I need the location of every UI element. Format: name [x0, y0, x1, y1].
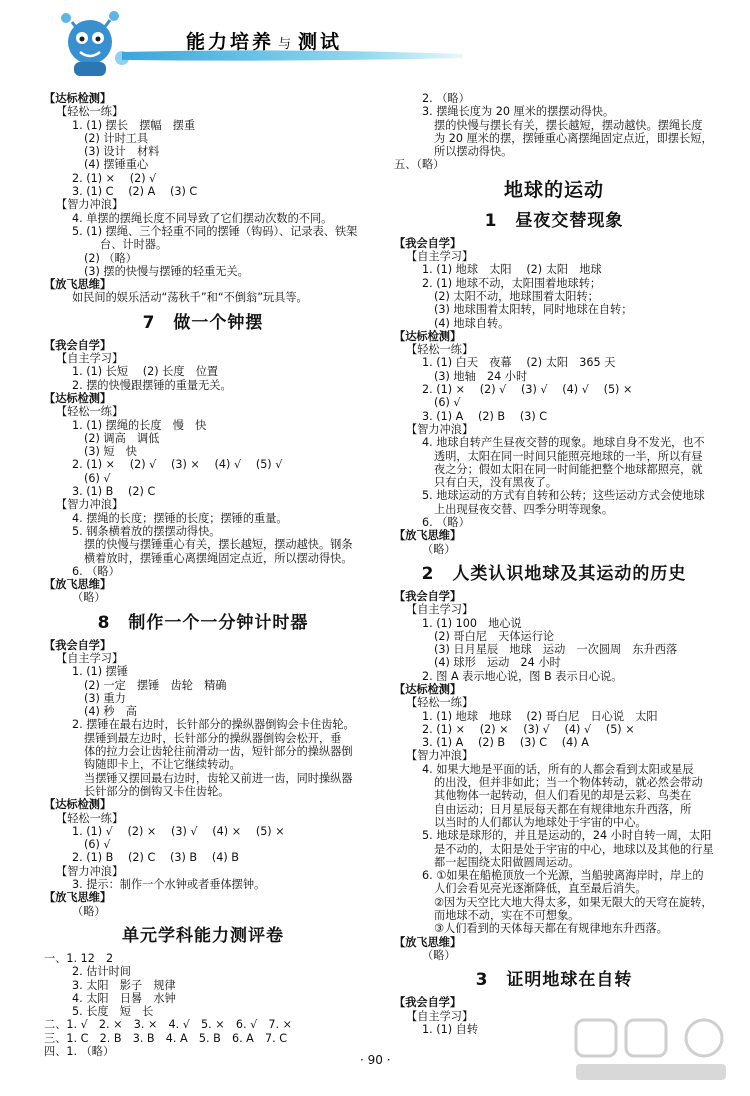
page-number: · 90 ·: [360, 1053, 391, 1067]
answer-line: (2) 计时工具: [84, 131, 149, 145]
watermark-logo: [566, 1008, 736, 1088]
answer-line: 3. 摆绳长度为 20 厘米的摆摆动得快。: [422, 105, 615, 119]
section-heading: [44, 610, 362, 636]
answer-line: 体的拉力会让齿轮往前滑动一齿，短针部分的操纵器倒: [84, 745, 353, 759]
answer-line: 为 20 厘米的摆，摆锤重心离摆绳固定点近，即摆长短，: [434, 131, 713, 145]
header-title: 能力培养 与 测试: [186, 31, 343, 53]
answer-line: 【自主学习】: [406, 603, 474, 617]
section-label: 【放飞思维】: [394, 935, 462, 949]
answer-line: 钩随即卡上，不让它继续转动。: [84, 758, 241, 772]
answer-line: 3. 提示：制作一个水钟或者垂体摆钟。: [72, 878, 266, 892]
answer-line: (4) 摆锤重心: [84, 158, 149, 172]
answer-line: 【自主学习】: [406, 250, 474, 264]
answer-line: 【智力冲浪】: [56, 498, 124, 512]
answer-line: 【智力冲浪】: [56, 864, 124, 878]
answer-line: 2. (1) × (2) √ (3) √ (4) √ (5) ×: [422, 383, 633, 397]
answer-line: ③人们看到的天体每天都在有规律地东升西落。: [434, 922, 668, 936]
section-number: 7: [142, 312, 156, 333]
section-label: 【放飞思维】: [44, 578, 112, 592]
answer-line: (6) √: [84, 838, 111, 852]
answer-line: 五、（略）: [394, 158, 445, 172]
section-number: 8: [97, 612, 111, 633]
answer-line: 【轻松一练】: [56, 105, 124, 119]
answer-line: 1. (1) 白天 夜幕 (2) 太阳 365 天: [422, 356, 616, 370]
answer-line: 只有白天，没有黑夜了。: [434, 476, 558, 490]
section-number: 2: [421, 563, 435, 584]
answer-line: 摆的快慢与摆长有关，摆长越短，摆动越快。摆绳长度: [434, 118, 703, 132]
answer-line: 4. 摆绳的长度；摆锤的长度；摆锤的重量。: [72, 511, 288, 525]
answer-line: 【轻松一练】: [406, 343, 474, 357]
section-label: 【我会自学】: [394, 996, 462, 1010]
answer-line: （略）: [72, 591, 106, 605]
answer-line: 3. (1) A (2) B (3) C (4) A: [422, 736, 589, 750]
answer-line: 6. （略）: [72, 564, 120, 578]
answer-line: (6) √: [84, 471, 111, 485]
section-heading: [394, 967, 714, 993]
section-label: 【我会自学】: [394, 589, 462, 603]
section-label: 【达标检测】: [44, 92, 112, 105]
answer-line: 3. (1) C (2) A (3) C: [72, 185, 198, 199]
answer-line: 2. (1) B (2) C (3) B (4) B: [72, 851, 239, 865]
section-label: 【放飞思维】: [44, 278, 112, 292]
answer-line: （略）: [422, 542, 456, 556]
answer-line: 2. （略）: [422, 92, 470, 105]
answer-line: 2. (1) 地球不动，太阳围着地球转；: [422, 276, 602, 290]
answer-line: (3) 摆的快慢与摆锤的轻重无关。: [84, 264, 249, 278]
answer-line: (4) 秒 高: [84, 705, 137, 719]
section-title: 制作一个一分钟计时器: [128, 612, 309, 633]
answer-line: 【自主学习】: [56, 352, 124, 366]
answer-line: 【智力冲浪】: [406, 422, 474, 436]
answer-line: 所以摆动得快。: [434, 145, 513, 159]
answer-line: (2) 一定 摆锤 齿轮 精确: [84, 678, 227, 692]
section-number: 3: [475, 970, 489, 991]
answer-line: (2) 哥白尼 天体运行论: [434, 629, 555, 643]
answer-line: (3) 日月星辰 地球 运动 一次圆周 东升西落: [434, 643, 678, 657]
answer-line: 【轻松一练】: [406, 696, 474, 710]
answer-line: 5. 地球是球形的，并且是运动的，24 小时自转一周，太阳: [422, 829, 712, 843]
mascot-icon: [52, 8, 142, 80]
answer-line: 人们会看见亮光逐渐降低，直至最后消失。: [434, 882, 647, 896]
answer-line: 1. (1) 长短 (2) 长度 位置: [72, 365, 219, 379]
answer-line: 2. 图 A 表示地心说，图 B 表示日心说。: [422, 669, 623, 683]
answer-line: (3) 地轴 24 小时: [434, 369, 528, 383]
answer-line: 1. (1) 自转: [422, 1022, 479, 1036]
answer-line: 摆的快慢与摆锤重心有关，摆长越短，摆动越快。钢条: [84, 538, 353, 552]
answer-line: 【智力冲浪】: [406, 749, 474, 763]
answer-line: 1. (1) 摆长 摆幅 摆重: [72, 118, 196, 132]
answer-line: 2. 估计时间: [72, 965, 131, 979]
right-column: [394, 92, 714, 1036]
section-title: 人类认识地球及其运动的历史: [452, 563, 687, 584]
answer-line: 夜之分；假如太阳在同一时间能把整个地球都照亮，就: [434, 462, 703, 476]
answer-line: 2. (1) × (2) √ (3) × (4) √ (5) √: [72, 458, 283, 472]
answer-line: 1. (1) 摆绳的长度 慢 快: [72, 418, 207, 432]
answer-line: （略）: [422, 948, 456, 962]
section-label: 【放飞思维】: [44, 891, 112, 905]
answer-line: 4. 太阳 日晷 水钟: [72, 991, 176, 1005]
section-title: 做一个钟摆: [173, 312, 264, 333]
answer-line: 6. ①如果在船桅顶放一个光源，当船驶离海岸时，岸上的: [422, 869, 704, 883]
answer-line: 3. (1) A (2) B (3) C: [422, 409, 548, 423]
answer-line: 是不动的，太阳是处于宇宙的中心，地球以及其他的行星: [434, 842, 714, 856]
answer-line: 5. (1) 摆绳、三个轻重不同的摆锤（钩码）、记录表、铁架: [72, 224, 358, 238]
section-label: 【达标检测】: [44, 798, 112, 812]
answer-line: 当摆锤又摆回最右边时，齿轮又前进一齿，同时操纵器: [84, 771, 353, 785]
answer-line: 【自主学习】: [56, 651, 124, 665]
answer-line: (2) （略）: [84, 251, 137, 265]
section-label: 【我会自学】: [394, 236, 462, 250]
section-label: 【我会自学】: [44, 638, 112, 652]
section-heading: [394, 177, 714, 203]
answer-line: (3) 重力: [84, 691, 126, 705]
section-label: 【达标检测】: [394, 682, 462, 696]
answer-line: 2. 摆锤在最右边时，长针部分的操纵器倒钩会卡住齿轮。: [72, 718, 355, 732]
answer-line: 1. (1) 地球 太阳 (2) 太阳 地球: [422, 263, 602, 277]
answer-line: 一、1. 12 2: [44, 951, 114, 965]
answer-line: 【轻松一练】: [56, 405, 124, 419]
answer-line: (2) 调高 调低: [84, 431, 160, 445]
section-title: 昼夜交替现象: [515, 210, 624, 231]
section-title: 单元学科能力测评卷: [122, 925, 284, 946]
section-label: 【达标检测】: [44, 391, 112, 405]
section-label: 【我会自学】: [44, 338, 112, 352]
answer-line: 【自主学习】: [406, 1009, 474, 1023]
section-label: 【放飞思维】: [394, 529, 462, 543]
answer-line: (2) 太阳不动，地球围着太阳转；: [434, 289, 599, 303]
answer-line: 的出没，但并非如此；当一个物体转动，就必然会带动: [434, 776, 703, 790]
answer-line: 自由运动；日月星辰每天都在有规律地东升西落，所: [434, 802, 692, 816]
answer-line: （略）: [72, 904, 106, 918]
section-title: 证明地球在自转: [506, 970, 633, 991]
answer-line: 【智力冲浪】: [56, 198, 124, 212]
answer-line: 2. (1) × (2) √: [72, 171, 157, 185]
answer-line: 以当时的人们都认为地球处于宇宙的中心。: [434, 815, 647, 829]
answer-line: 4. 地球自转产生昼夜交替的现象。地球自身不发光，也不: [422, 436, 705, 450]
answer-line: 都一起围绕太阳做圆周运动。: [434, 855, 580, 869]
page-header: [0, 0, 750, 92]
answer-line: 1. (1) √ (2) × (3) √ (4) × (5) ×: [72, 824, 285, 838]
section-title: 地球的运动: [503, 178, 604, 201]
answer-line: 5. 长度 短 长: [72, 1005, 154, 1019]
answer-line: (3) 地球围着太阳转，同时地球在自转；: [434, 303, 633, 317]
answer-line: 摆锤到最左边时，长针部分的操纵器倒钩会松开，垂: [84, 731, 342, 745]
section-heading: [44, 310, 362, 336]
answer-line: 2. (1) × (2) × (3) √ (4) √ (5) ×: [422, 722, 635, 736]
answer-line: 透明，太阳在同一时间只能照亮地球的一半，所以有昼: [434, 449, 703, 463]
answer-line: (3) 设计 材料: [84, 145, 160, 159]
section-heading: [394, 561, 714, 587]
answer-line: 上出现昼夜交替、四季分明等现象。: [434, 502, 614, 516]
answer-line: 如民间的娱乐活动“荡秋千”和“不倒翁”玩具等。: [72, 291, 308, 305]
answer-line: (6) √: [434, 396, 461, 410]
answer-line: 4. 单摆的摆绳长度不同导致了它们摆动次数的不同。: [72, 211, 333, 225]
answer-line: 台、计时器。: [100, 238, 168, 252]
section-heading: [394, 208, 714, 234]
answer-line: 2. 摆的快慢跟摆锤的重量无关。: [72, 378, 232, 392]
answer-line: 5. 钢条横着放的摆摆动得快。: [72, 524, 221, 538]
answer-line: 四、1. （略）: [44, 1045, 115, 1058]
answer-line: (4) 地球自转。: [434, 316, 510, 330]
answer-line: 5. 地球运动的方式有自转和公转；这些运动方式会使地球: [422, 489, 705, 503]
answer-line: 1. (1) 100 地心说: [422, 616, 522, 630]
answer-line: (3) 短 快: [84, 445, 137, 459]
section-label: 【达标检测】: [394, 329, 462, 343]
section-number: 1: [484, 210, 498, 231]
answer-line: 横着放时，摆锤重心离摆绳固定点近，所以摆动得快。: [84, 551, 353, 565]
section-heading: [44, 923, 362, 949]
answer-line: 三、1. C 2. B 3. B 4. A 5. B 6. A 7. C: [44, 1031, 288, 1045]
answer-line: 1. (1) 摆锤: [72, 665, 129, 679]
answer-line: 而地球不动，实在不可想象。: [434, 909, 580, 923]
answer-line: 【轻松一练】: [56, 811, 124, 825]
answer-line: 二、1. √ 2. × 3. × 4. √ 5. × 6. √ 7. ×: [44, 1018, 292, 1032]
left-column: [44, 92, 362, 1058]
answer-line: (4) 球形 运动 24 小时: [434, 656, 561, 670]
answer-line: 4. 如果大地是平面的话，所有的人都会看到太阳或星辰: [422, 762, 694, 776]
answer-line: ②因为天空比大地大得太多，如果无限大的天穹在旋转，: [434, 895, 713, 909]
answer-line: 其他物体一起转动，但人们看见的却是云彩、鸟类在: [434, 789, 692, 803]
answer-line: 3. (1) B (2) C: [72, 485, 156, 499]
answer-line: 1. (1) 地球 地球 (2) 哥白尼 日心说 太阳: [422, 709, 658, 723]
answer-line: 3. 太阳 影子 规律: [72, 978, 176, 992]
answer-line: 6. （略）: [422, 516, 470, 530]
answer-line: 长针部分的倒钩又卡住齿轮。: [84, 784, 230, 798]
